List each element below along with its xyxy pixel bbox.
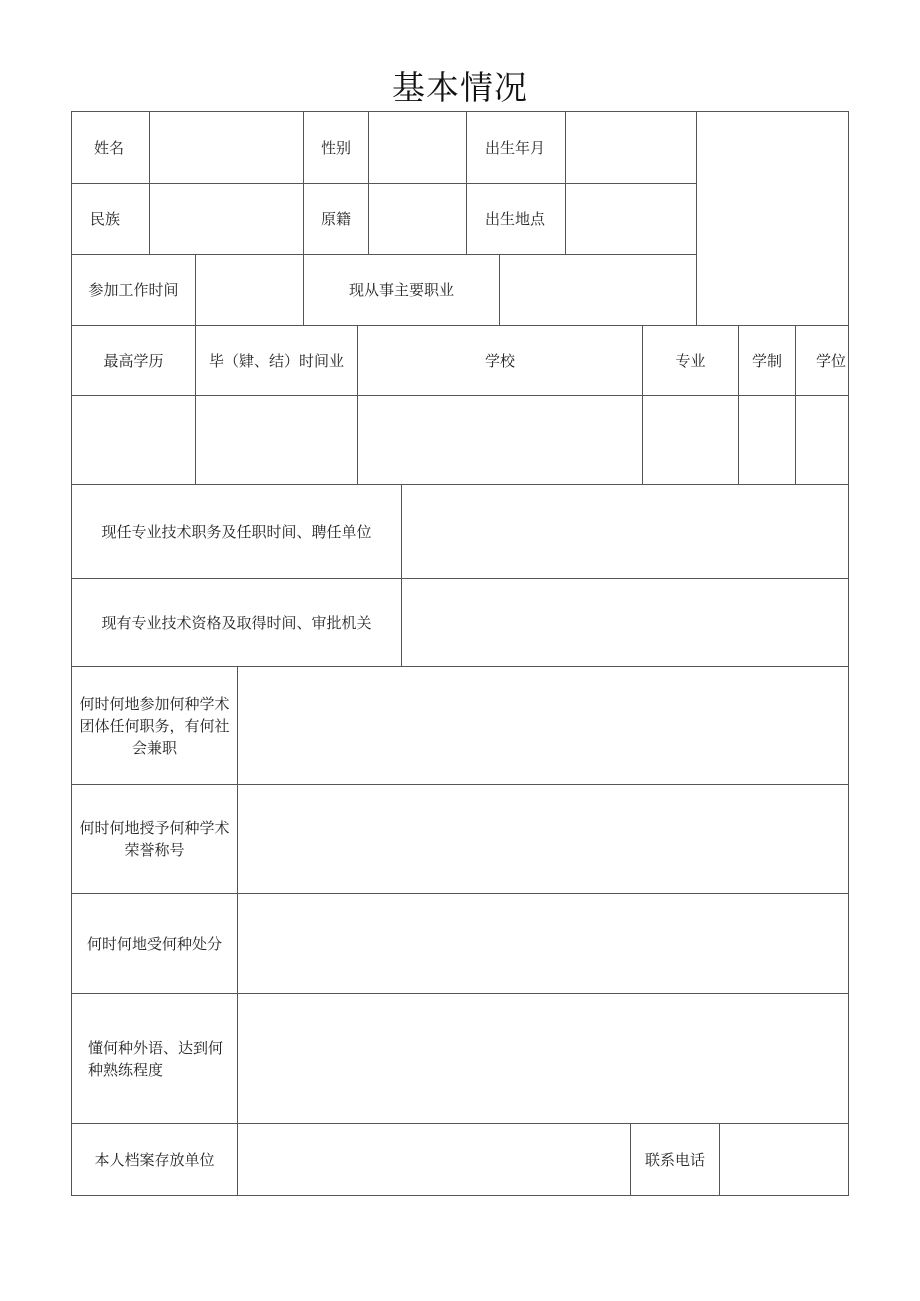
duration-label: 学制 [738,325,796,396]
work-start-field[interactable] [195,254,304,326]
degree-field[interactable] [795,395,849,485]
major-label: 专业 [642,325,739,396]
gender-label: 性别 [303,111,369,184]
honors-label: 何时何地授予何种学术荣誉称号 [71,784,238,894]
school-field[interactable] [357,395,643,485]
gender-field[interactable] [368,111,467,184]
highest-education-label: 最高学历 [71,325,196,396]
graduation-time-label: 毕（肄、结）时间业 [195,325,358,396]
academic-groups-field[interactable] [237,666,849,785]
honors-field[interactable] [237,784,849,894]
work-start-label: 参加工作时间 [71,254,196,326]
current-qualification-field[interactable] [401,578,849,667]
duration-field[interactable] [738,395,796,485]
major-field[interactable] [642,395,739,485]
punishments-field[interactable] [237,893,849,994]
page-title: 基本情况 [392,68,528,107]
name-label: 姓名 [71,111,150,184]
birth-date-field[interactable] [565,111,697,184]
birth-place-label: 出生地点 [466,183,566,255]
school-label: 学校 [357,325,643,396]
languages-label: 懂何种外语、达到何种熟练程度 [71,993,238,1124]
punishments-label: 何时何地受何种处分 [71,893,238,994]
phone-field[interactable] [719,1123,849,1196]
birth-date-label: 出生年月 [466,111,566,184]
current-qualification-label: 现有专业技术资格及取得时间、审批机关 [71,578,402,667]
graduation-time-field[interactable] [195,395,358,485]
ethnicity-label: 民族 [71,183,150,255]
academic-groups-label: 何时何地参加何种学术团体任何职务，有何社会兼职 [71,666,238,785]
archive-unit-label: 本人档案存放单位 [71,1123,238,1196]
birth-place-field[interactable] [565,183,697,255]
archive-unit-field[interactable] [237,1123,631,1196]
native-place-label: 原籍 [303,183,369,255]
degree-label: 学位 [795,325,849,396]
photo-area[interactable] [696,111,849,326]
occupation-field[interactable] [499,254,697,326]
native-place-field[interactable] [368,183,467,255]
highest-education-field[interactable] [71,395,196,485]
occupation-label: 现从事主要职业 [303,254,500,326]
name-field[interactable] [149,111,304,184]
languages-field[interactable] [237,993,849,1124]
current-title-label: 现任专业技术职务及任职时间、聘任单位 [71,484,402,579]
phone-label: 联系电话 [630,1123,720,1196]
ethnicity-field[interactable] [149,183,304,255]
current-title-field[interactable] [401,484,849,579]
